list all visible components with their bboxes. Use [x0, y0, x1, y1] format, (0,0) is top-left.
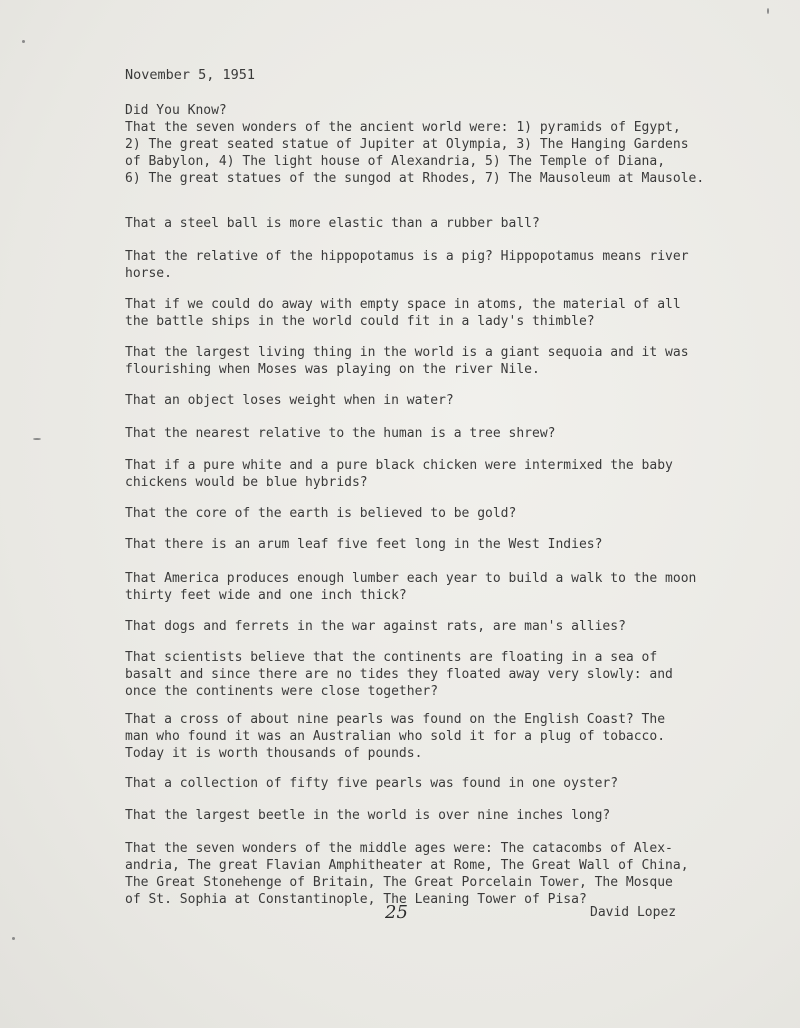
paragraph-chickens: That if a pure white and a pure black chicken were intermixed the baby chickens would be blue hybrids? — [125, 458, 673, 490]
paragraph-steel-ball: That a steel ball is more elastic than a rubber ball? — [125, 216, 540, 231]
paragraph-tree-shrew: That the nearest relative to the human is a tree shrew? — [125, 426, 556, 441]
paragraph-object-weight: That an object loses weight when in water? — [125, 393, 454, 408]
page-number: 25 — [385, 902, 408, 923]
paragraph-ancient-wonders: That the seven wonders of the ancient world were: 1) pyramids of Egypt, 2) The great seated statue of Jupiter at Olympia, 3) The Hanging Gardens of Babylon, 4) The light house of Alexandria, 5) The Temple of Diana, 6) The great statues of the sungod at Rhodes, 7) The Mausoleum at Mausole. — [125, 120, 705, 186]
paragraph-hippopotamus: That the relative of the hippopotamus is a pig? Hippopotamus means river horse. — [125, 249, 689, 281]
author-signature: David Lopez — [590, 905, 677, 920]
paragraph-atoms: That if we could do away with empty space in atoms, the material of all the battle ships in the world could fit in a lady's thimble? — [125, 297, 681, 329]
paper-speck — [12, 937, 15, 940]
paragraph-continents: That scientists believe that the continents are floating in a sea of basalt and since there are no tides they floated away very slowly: and once the continents were close together? — [125, 650, 673, 699]
paragraph-middle-ages-wonders: That the seven wonders of the middle ages were: The catacombs of Alex- andria, The great Flavian Amphitheater at Rome, The Great Wall of China, The Great Stonehenge of Britain, The Great Porcelain Tower, The Mosque of St. Sophia at Constantinople, The Leaning Tower of Pisa? — [125, 841, 689, 907]
paragraph-beetle: That the largest beetle in the world is over nine inches long? — [125, 808, 611, 823]
paragraph-pearls-oyster: That a collection of fifty five pearls was found in one oyster? — [125, 776, 619, 791]
paper-speck — [33, 438, 41, 440]
paragraph-lumber: That America produces enough lumber each year to build a walk to the moon thirty feet wide and one inch thick? — [125, 571, 697, 603]
paragraph-sequoia: That the largest living thing in the world is a giant sequoia and it was flourishing when Moses was playing on the river Nile. — [125, 345, 689, 377]
paper-speck — [767, 8, 769, 14]
heading: Did You Know? — [125, 103, 227, 118]
paragraph-earth-core: That the core of the earth is believed to be gold? — [125, 506, 517, 521]
date: November 5, 1951 — [125, 67, 256, 83]
paragraph-dogs-ferrets: That dogs and ferrets in the war against rats, are man's allies? — [125, 619, 626, 634]
paragraph-arum-leaf: That there is an arum leaf five feet long in the West Indies? — [125, 537, 603, 552]
paragraph-pearl-cross: That a cross of about nine pearls was found on the English Coast? The man who found it was an Australian who sold it for a plug of tobacco. Today it is worth thousands of pounds. — [125, 712, 666, 761]
paper-speck — [22, 40, 25, 43]
